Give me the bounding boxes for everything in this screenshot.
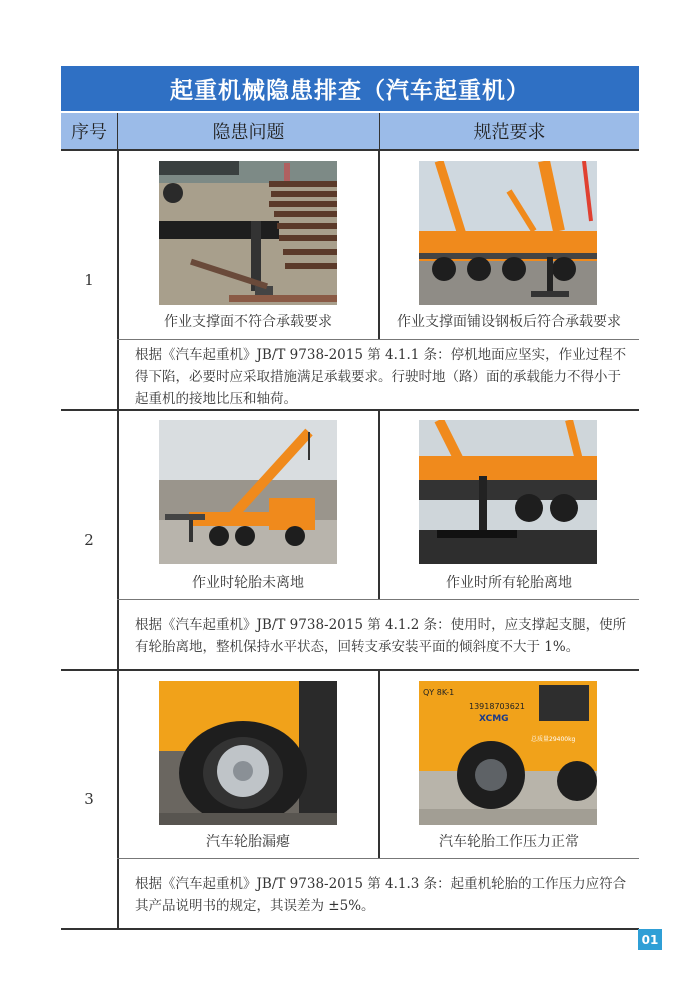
page-number: 01: [638, 929, 662, 950]
divider: [117, 150, 119, 929]
brand-text: XCMG: [479, 714, 509, 724]
row-number: 2: [84, 531, 94, 549]
header-problem: 隐患问题: [118, 113, 380, 149]
plate-text: QY 8K-1: [423, 688, 455, 697]
photo-steel-plate-support: [419, 161, 597, 305]
title-bar: [61, 66, 639, 111]
table-header: [61, 113, 639, 151]
photo-tires-lifted: [419, 420, 597, 564]
photo-flat-tire: [159, 681, 337, 825]
requirement-caption: 汽车轮胎工作压力正常: [439, 834, 579, 850]
requirement-caption: 作业支撑面铺设钢板后符合承载要求: [397, 314, 621, 330]
header-requirement: 规范要求: [473, 122, 546, 143]
photo-tires-on-ground: [159, 420, 337, 564]
problem-caption: 汽车轮胎漏瘪: [206, 834, 290, 850]
problem-caption: 作业时轮胎未离地: [192, 575, 304, 591]
divider: [378, 670, 380, 858]
photo-normal-tire: [419, 681, 597, 825]
divider: [117, 599, 639, 600]
requirement-caption: 作业时所有轮胎离地: [446, 575, 572, 591]
divider: [117, 339, 639, 340]
page-title: 起重机械隐患排查（汽车起重机）: [170, 78, 530, 104]
problem-caption: 作业支撑面不符合承载要求: [164, 314, 332, 330]
row-number: 1: [84, 271, 94, 289]
capacity-text: 总质量29400kg: [531, 736, 576, 743]
photo-unstable-support: [159, 161, 337, 305]
divider: [378, 410, 380, 599]
divider: [117, 858, 639, 859]
divider: [61, 669, 639, 671]
regulation-basis: 根据《汽车起重机》JB/T 9738-2015 第 4.1.1 条：停机地面应坚实，作业过程不得下陷，必要时应采取措施满足承载要求。行驶时地（路）面的承载能力不得小于起重机的接地比压和轴荷。: [135, 347, 627, 407]
row-number: 3: [84, 790, 94, 808]
regulation-basis: 根据《汽车起重机》JB/T 9738-2015 第 4.1.2 条：使用时，应支撑起支腿，使所有轮胎离地，整机保持水平状态，回转支承安装平面的倾斜度不大于 1%。: [135, 617, 627, 655]
header-no: 序号: [61, 113, 118, 149]
regulation-basis: 根据《汽车起重机》JB/T 9738-2015 第 4.1.3 条：起重机轮胎的工作压力应符合其产品说明书的规定，其误差为 ±5%。: [135, 876, 627, 914]
phone-text: 13918703621: [469, 702, 525, 711]
divider: [61, 928, 639, 930]
